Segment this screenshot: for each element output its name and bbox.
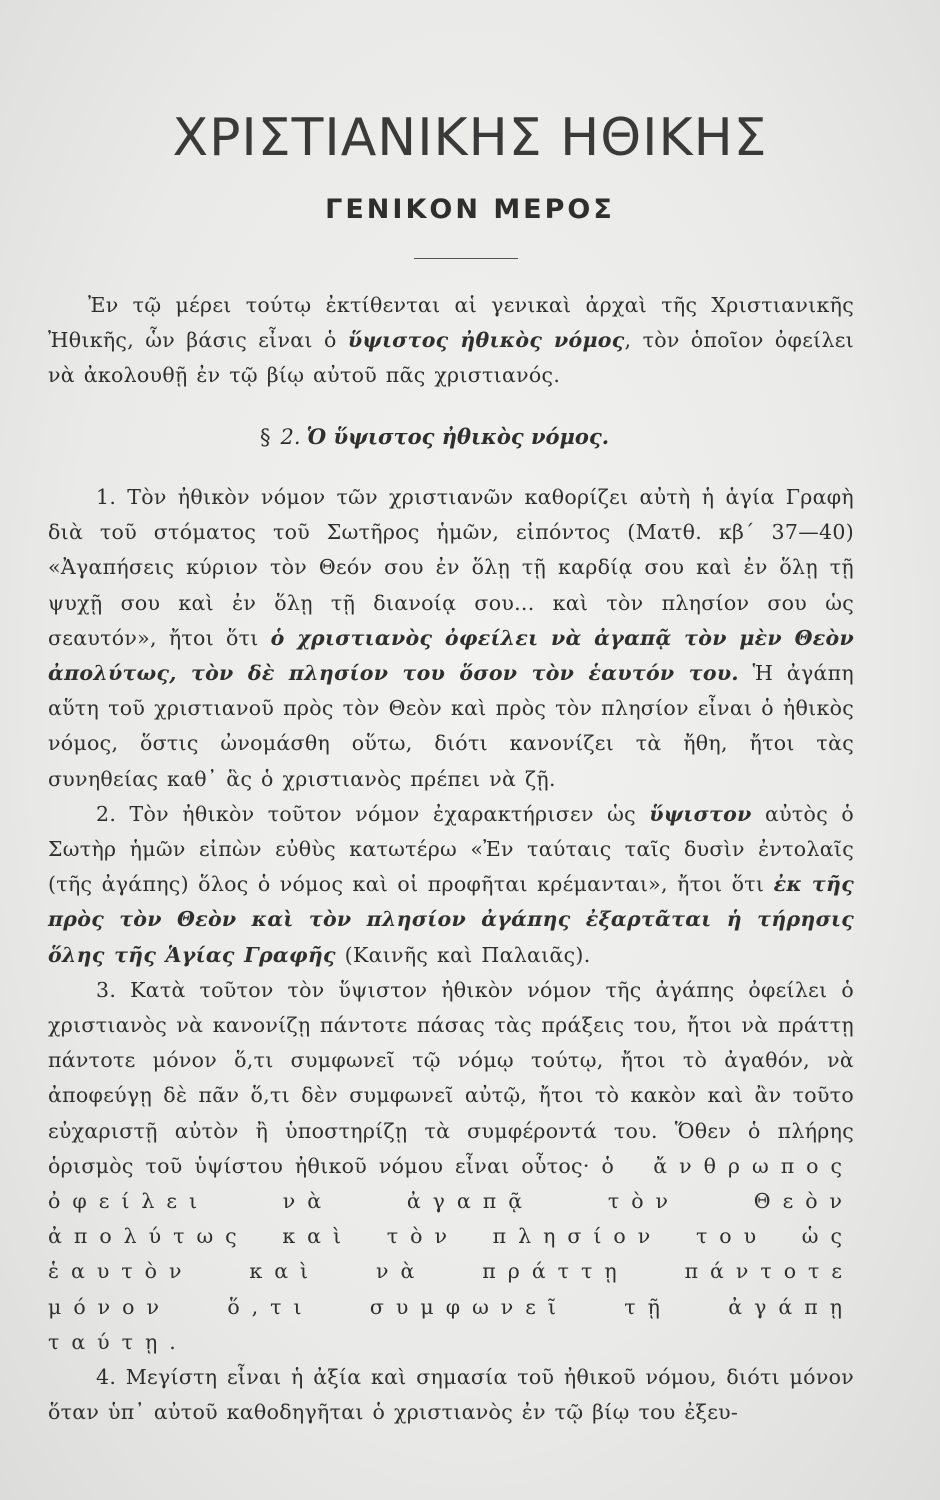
section-number: 2. <box>280 425 301 449</box>
paragraph-2 <box>48 797 854 973</box>
paragraph-3 <box>48 973 854 1360</box>
intro-paragraph <box>48 288 854 394</box>
section-body <box>48 480 854 1430</box>
section-symbol: § <box>260 425 271 449</box>
section-heading <box>260 424 609 449</box>
p3-text-1: 3. Κατὰ τοῦτον τὸν ὕψιστον ἠθικὸν νόμον τῆς ἀγάπης ὀφείλει ὁ χριστιανὸς νὰ κανονίζῃ πάντοτε πάσας τὰς πράξεις του, ἤτοι νὰ πράττῃ πάντοτε μόνον ὅ,τι συμφωνεῖ τῷ νόμῳ τούτῳ, ἤτοι τὸ ἀγαθόν, νὰ ἀποφεύγῃ δὲ πᾶν ὅ,τι δὲν συμφωνεῖ αὐτῷ, ἤτοι τὸ κακὸν καὶ ἂν τοῦτο εὐχαριστῇ αὐτὸν ἢ ὑποστηρίζῃ τὰ συμφέροντά του. Ὅθεν ὁ πλήρης ὁρισμὸς τοῦ ὑψίστου ἠθικοῦ νόμου εἶναι οὗτος· <box>48 977 854 1178</box>
p3-spaced-definition: ὁ ἄνθρωπος ὀφείλει νὰ ἀγαπᾷ τὸν Θεὸν ἀπολύτως καὶ τὸν πλησίον του ὡς ἑαυτὸν καὶ νὰ πράττῃ πάντοτε μόνον ὅ,τι συμφωνεῖ τῇ ἀγάπῃ ταύτῃ. <box>48 1153 854 1354</box>
intro-emphasis: ὕψιστος ἠθικὸς νόμος <box>347 328 625 353</box>
p4-text-1: 4. Μεγίστη εἶναι ἡ ἀξία καὶ σημασία τοῦ ἠθικοῦ νόμου, διότι μόνον ὅταν ὑπ᾽ αὐτοῦ καθοδηγῆται ὁ χριστιανὸς ἐν τῷ βίῳ του ἐξευ- <box>48 1365 854 1425</box>
intro-text-2: , τὸν ὁποῖον ὀφείλει νὰ ἀκολουθῇ ἐν τῷ βίῳ αὐτοῦ πᾶς χριστιανός. <box>48 328 855 388</box>
p2-emphasis-1: ὕψιστον <box>649 801 752 826</box>
p1-text-1: 1. Τὸν ἠθικὸν νόμον τῶν χριστιανῶν καθορίζει αὐτὴ ἡ ἁγία Γραφὴ διὰ τοῦ στόματος τοῦ Σωτῆρος ἡμῶν, εἰπόντος (Ματθ. κβ΄ 37—40) «Ἀγαπήσεις κύριον τὸν Θεόν σου ἐν ὅλῃ τῇ καρδίᾳ σου καὶ ἐν ὅλῃ τῇ ψυχῇ σου καὶ ἐν ὅλῃ τῇ διανοίᾳ σου... καὶ τὸν πλησίον σου ὡς σεαυτόν», ἤτοι ὅτι <box>48 485 854 650</box>
p1-text-2: Ἡ ἀγάπη αὕτη τοῦ χριστιανοῦ πρὸς τὸν Θεὸν καὶ πρὸς τὸν πλησίον εἶναι ὁ ἠθικὸς νόμος, ὅστις ὠνομάσθη οὕτω, διότι κανονίζει τὰ ἤθη, ἤτοι τὰς συνηθείας καθ᾽ ἃς ὁ χριστιανὸς πρέπει νὰ ζῇ. <box>48 661 854 791</box>
paragraph-4 <box>48 1360 854 1430</box>
p2-text-1: 2. Τὸν ἠθικὸν τοῦτον νόμον ἐχαρακτήρισεν ὡς <box>96 801 650 826</box>
page-subtitle: ΓΕΝΙΚΟΝ ΜΕΡΟΣ <box>325 194 615 225</box>
section-title: Ὁ ὕψιστος ἠθικὸς νόμος. <box>306 424 610 449</box>
p2-text-3: (Καινῆς καὶ Παλαιᾶς). <box>335 942 591 967</box>
p1-emphasis: ὁ χριστιανὸς ὀφείλει νὰ ἀγαπᾷ τὸν μὲν Θεὸν ἀπολύτως, τὸν δὲ πλησίον του ὅσον τὸν ἑαυτόν του. <box>48 625 854 686</box>
title-divider <box>414 258 518 259</box>
intro-text-1: Ἐν τῷ μέρει τούτῳ ἐκτίθενται αἱ γενικαὶ ἀρχαὶ τῆς Χριστιανικῆς Ἠθικῆς, ὧν βάσις εἶναι ὁ <box>48 293 854 353</box>
p2-emphasis-2: ἐκ τῆς πρὸς τὸν Θεὸν καὶ τὸν πλησίον ἀγάπης ἐξαρτᾶται ἡ τήρησις ὅλης τῆς Ἁγίας Γραφῆς <box>48 872 854 967</box>
page-title: ΧΡΙΣΤΙΑΝΙΚΗΣ ΗΘΙΚΗΣ <box>172 108 768 168</box>
paragraph-1 <box>48 480 854 797</box>
p2-text-2: αὐτὸς ὁ Σωτὴρ ἡμῶν εἰπὼν εὐθὺς κατωτέρω «Ἐν ταύταις ταῖς δυσὶν ἐντολαῖς (τῆς ἀγάπης) ὅλος ὁ νόμος καὶ οἱ προφῆται κρέμανται», ἤτοι ὅτι <box>48 801 854 897</box>
